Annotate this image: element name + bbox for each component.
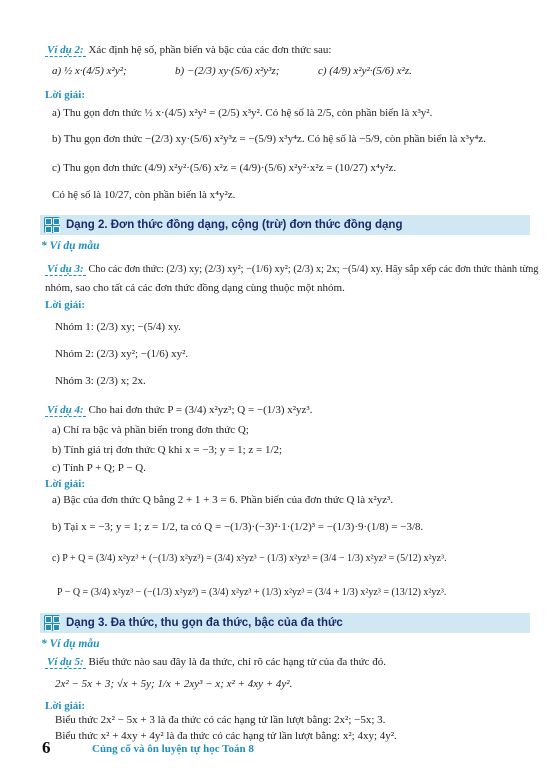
section-2-example-label: * Ví dụ mẫu: [41, 240, 100, 252]
solution-2a: a) Thu gọn đơn thức ½ x·(4/5) x²y² = (2/5) x³y². Có hệ số là 2/5, còn phần biến là x³y².: [52, 107, 433, 119]
example-4-line: [45, 403, 312, 417]
example-4-b: b) Tính giá trị đơn thức Q khi x = −3; y = 1; z = 1/2;: [52, 444, 283, 456]
section-2-title: Dạng 2. Đơn thức đồng dạng, cộng (trừ) đơn thức đồng dạng: [66, 219, 403, 231]
example-3-prompt: Cho các đơn thức: (2/3) xy; (2/3) xy²; −(1/6) xy²; (2/3) x; 2x; −(5/4) xy. Hãy sắp xếp các đơn thức thành từng: [88, 264, 539, 275]
example-4-prompt: Cho hai đơn thức P = (3/4) x²yz³; Q = −(1/3) x²yz³.: [88, 404, 313, 416]
section-3-title: Dạng 3. Đa thức, thu gọn đa thức, bậc của đa thức: [66, 617, 343, 629]
solution-5-second: Biểu thức x² + 4xy + 4y² là đa thức có các hạng tử lần lượt bằng: x²; 4xy; 4y².: [55, 730, 397, 742]
solution-2b: b) Thu gọn đơn thức −(2/3) xy·(5/6) x²y³z = −(5/9) x³y⁴z. Có hệ số là −5/9, còn phần biến là x³y⁴z.: [52, 133, 486, 145]
example-5-line: [45, 655, 386, 669]
section-grid-icon: [44, 615, 60, 631]
group-2: Nhóm 2: (2/3) xy²; −(1/6) xy².: [55, 348, 189, 360]
book-title: Củng cố và ôn luyện tự học Toán 8: [92, 743, 254, 755]
example-2-b: b) −(2/3) xy·(5/6) x²y³z;: [175, 65, 280, 77]
example-4-label: Ví dụ 4:: [47, 404, 84, 416]
solution-4a: a) Bậc của đơn thức Q bằng 2 + 1 + 3 = 6. Phần biến của đơn thức Q là x²yz³.: [52, 494, 394, 506]
example-4-a: a) Chỉ ra bậc và phần biến trong đơn thức Q;: [52, 424, 249, 436]
example-2-prompt: Xác định hệ số, phần biến và bậc của các đơn thức sau:: [88, 44, 332, 56]
solution-2c-conclusion: Có hệ số là 10/27, còn phần biến là x⁴y²z.: [52, 189, 236, 201]
solution-4b: b) Tại x = −3; y = 1; z = 1/2, ta có Q = −(1/3)·(−3)²·1·(1/2)³ = −(1/3)·9·(1/8) = −3/8.: [52, 521, 424, 533]
solution-2c: c) Thu gọn đơn thức (4/9) x²y²·(5/6) x²z = (4/9)·(5/6) x²y²·x²z = (10/27) x⁴y²z.: [52, 162, 397, 174]
solution-heading: Lời giải:: [45, 89, 86, 101]
example-3-label: Ví dụ 3:: [47, 263, 84, 275]
example-3-prompt-cont: nhóm, sao cho tất cả các đơn thức đồng dạng cùng thuộc một nhóm.: [45, 282, 345, 294]
example-5-expressions: 2x² − 5x + 3; √x + 5y; 1/x + 2xy³ − x; x² + 4xy + 4y².: [55, 678, 293, 690]
solution-heading: Lời giải:: [45, 299, 86, 311]
solution-4c: c) P + Q = (3/4) x²yz³ + (−(1/3) x²yz³) = (3/4) x²yz³ − (1/3) x²yz³ = (3/4 − 1/3) x²yz³ = (5/12) x²yz³.: [52, 553, 447, 564]
example-2-c: c) (4/9) x²y²·(5/6) x²z.: [318, 65, 412, 77]
example-2-label: Ví dụ 2:: [47, 44, 84, 56]
solution-heading: Lời giải:: [45, 700, 86, 712]
solution-5-first: Biểu thức 2x² − 5x + 3 là đa thức có các hạng tử lần lượt bằng: 2x²; −5x; 3.: [55, 714, 386, 726]
group-1: Nhóm 1: (2/3) xy; −(5/4) xy.: [55, 321, 181, 333]
page-number: 6: [42, 738, 51, 757]
solution-heading: Lời giải:: [45, 478, 86, 490]
section-grid-icon: [44, 217, 60, 233]
example-3-line: [45, 262, 538, 277]
section-3-example-label: * Ví dụ mẫu: [41, 638, 100, 650]
solution-4c-difference: P − Q = (3/4) x²yz³ − (−(1/3) x²yz³) = (3/4) x²yz³ + (1/3) x²yz³ = (3/4 + 1/3) x²yz³ = (13/12) x²yz³.: [57, 587, 447, 598]
example-4-c: c) Tính P + Q; P − Q.: [52, 462, 146, 474]
example-5-label: Ví dụ 5:: [47, 656, 84, 668]
example-2-line: [45, 43, 331, 57]
example-2-a: a) ½ x·(4/5) x²y²;: [52, 65, 127, 77]
group-3: Nhóm 3: (2/3) x; 2x.: [55, 375, 146, 387]
example-5-prompt: Biểu thức nào sau đây là đa thức, chỉ rõ các hạng tử của đa thức đó.: [88, 656, 386, 668]
